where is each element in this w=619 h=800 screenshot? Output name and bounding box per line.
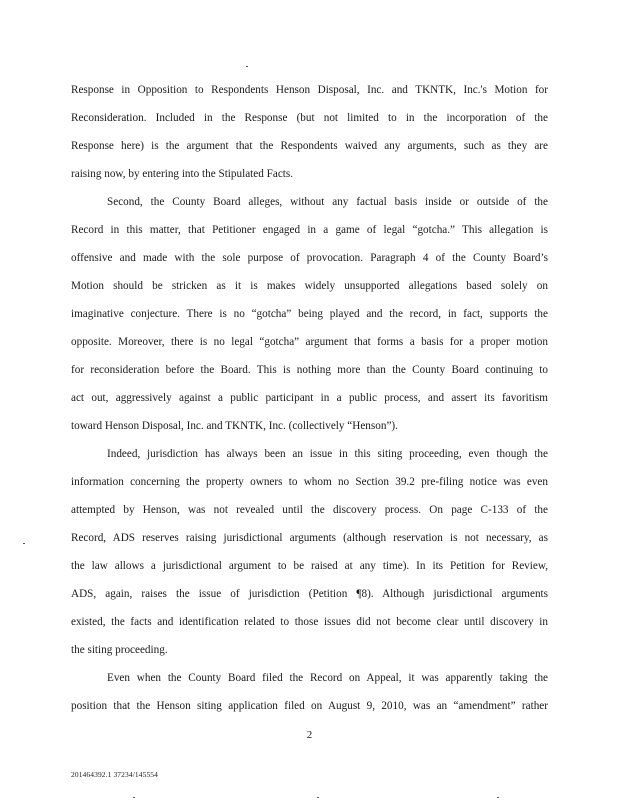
body-line: for reconsideration before the Board. This is nothing more than the County Board continuing to — [71, 364, 548, 376]
body-line: existed, the facts and identification related to those issues did not become clear until discovery in — [71, 616, 548, 628]
body-line-indent: Indeed, jurisdiction has always been an issue in this siting proceeding, even though the — [107, 448, 548, 460]
scan-speck — [317, 797, 319, 798]
body-line-indent: Second, the County Board alleges, without any factual basis inside or outside of the — [107, 196, 548, 208]
body-line: Reconsideration. Included in the Response (but not limited to in the incorporation of the — [71, 112, 548, 124]
scan-speck — [246, 66, 248, 67]
body-line: imaginative conjecture. There is no “gotcha” being played and the record, in fact, supports the — [71, 308, 548, 320]
body-line: Record, ADS reserves raising jurisdictional arguments (although reservation is not necessary, as — [71, 532, 548, 544]
body-line: opposite. Moreover, there is no legal “gotcha” argument that forms a basis for a proper motion — [71, 336, 548, 348]
body-line: position that the Henson siting application filed on August 9, 2010, was an “amendment” rather — [71, 700, 548, 712]
page-number: 2 — [306, 729, 313, 741]
body-line: Motion should be stricken as it is makes widely unsupported allegations based solely on — [71, 280, 548, 292]
body-line: the law allows a jurisdictional argument to be raised at any time). In its Petition for Review, — [71, 560, 548, 572]
scan-speck — [497, 797, 499, 798]
body-line: act out, aggressively against a public participant in a public process, and assert its favoritism — [71, 392, 548, 404]
scan-speck — [133, 797, 135, 798]
body-line: ADS, again, raises the issue of jurisdiction (Petition ¶8). Although jurisdictional arguments — [71, 588, 548, 600]
body-line: toward Henson Disposal, Inc. and TKNTK, Inc. (collectively “Henson”). — [71, 420, 398, 432]
body-line: attempted by Henson, was not revealed until the discovery process. On page C-133 of the — [71, 504, 548, 516]
body-line-indent: Even when the County Board filed the Record on Appeal, it was apparently taking the — [107, 672, 548, 684]
scan-speck — [23, 543, 25, 544]
body-line: information concerning the property owners to whom no Section 39.2 pre-filing notice was even — [71, 476, 548, 488]
document-id: 201464392.1 37234/145554 — [71, 770, 158, 779]
body-line: the siting proceeding. — [71, 644, 168, 656]
body-line: offensive and made with the sole purpose of provocation. Paragraph 4 of the County Board’s — [71, 252, 548, 264]
body-line: Record in this matter, that Petitioner engaged in a game of legal “gotcha.” This allegation is — [71, 224, 548, 236]
body-line: Response in Opposition to Respondents Henson Disposal, Inc. and TKNTK, Inc.'s Motion for — [71, 84, 548, 96]
body-line: Response here) is the argument that the Respondents waived any arguments, such as they are — [71, 140, 548, 152]
body-line: raising now, by entering into the Stipulated Facts. — [71, 168, 294, 180]
